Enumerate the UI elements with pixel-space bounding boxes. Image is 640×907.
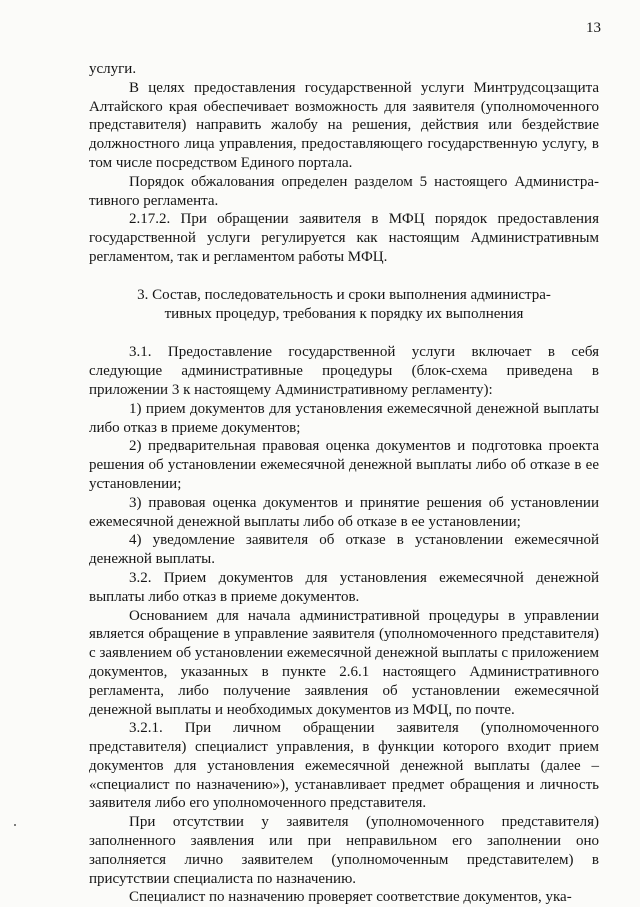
section-heading-line: 3. Состав, последовательность и сроки выполнения администра- [137, 286, 551, 303]
section-heading [89, 286, 599, 324]
paragraph: 3.2.1. При личном обращении заявителя (уполномоченного представителя) специалист управления, в функции которого входит прием документов для установления ежемесячной денежной выплаты (далее – «специалист по назначению»), устанавливает предмет обращения и личность заявителя либо его уполномоченного представителя. [89, 720, 599, 812]
document-body [89, 60, 599, 907]
list-item: 2) предварительная правовая оценка документов и подготовка проекта решения об установлении ежемесячной денежной выплаты либо об отказе в ее установлении; [89, 438, 599, 492]
list-item: 3) правовая оценка документов и принятие решения об установлении ежемесячной денежной выплаты либо об отказе в ее установлении; [89, 494, 599, 530]
paragraph: 3.1. Предоставление государственной услуги включает в себя следующие административные процедуры (блок-схема приведена в приложении 3 к настоящему Административному регламенту): [89, 344, 599, 398]
section-heading-line: тивных процедур, требования к порядку их выполнения [164, 305, 524, 322]
paragraph: Специалист по назначению проверяет соответствие документов, ука- [129, 889, 572, 906]
list-item: 4) уведомление заявителя об отказе в установлении ежемесячной денежной выплаты. [89, 532, 599, 568]
paragraph: Основанием для начала административной процедуры в управлении является обращение в управление заявителя (уполномоченного представителя) с заявлением об установлении ежемесячной денежной выплаты с приложением документов, указанных в пункте 2.6.1 настоящего Административного регламента, либо получение заявления об установлении ежемесячной денежной выплаты и необходимых документов из МФЦ, по почте. [89, 607, 599, 718]
paragraph: услуги. [89, 61, 137, 77]
list-item: 1) прием документов для установления ежемесячной денежной выплаты либо отказ в приеме документов; [89, 400, 599, 436]
paragraph: 2.17.2. При обращении заявителя в МФЦ порядок предоставления государственной услуги регулируется как настоящим Административным регламентом, так и регламентом работы МФЦ. [89, 211, 599, 265]
paragraph: Порядок обжалования определен разделом 5 настоящего Администра-тивного регламента. [89, 173, 599, 209]
page-number: 13 [586, 20, 601, 36]
paragraph: 3.2. Прием документов для установления ежемесячной денежной выплаты либо отказ в приеме документов. [89, 569, 599, 605]
scan-speck [14, 824, 16, 826]
paragraph: В целях предоставления государственной услуги Минтрудсоцзащита Алтайского края обеспечивает возможность для заявителя (уполномоченного представителя) направить жалобу на решения, действия или бездействие должностного лица управления, предоставляющего государственную услугу, в том числе посредством Единого портала. [89, 79, 599, 171]
paragraph: При отсутствии у заявителя (уполномоченного представителя) заполненного заявления или при неправильном его заполнении оно заполняется лично заявителем (уполномоченным представителем) в присутствии специалиста по назначению. [89, 814, 599, 887]
